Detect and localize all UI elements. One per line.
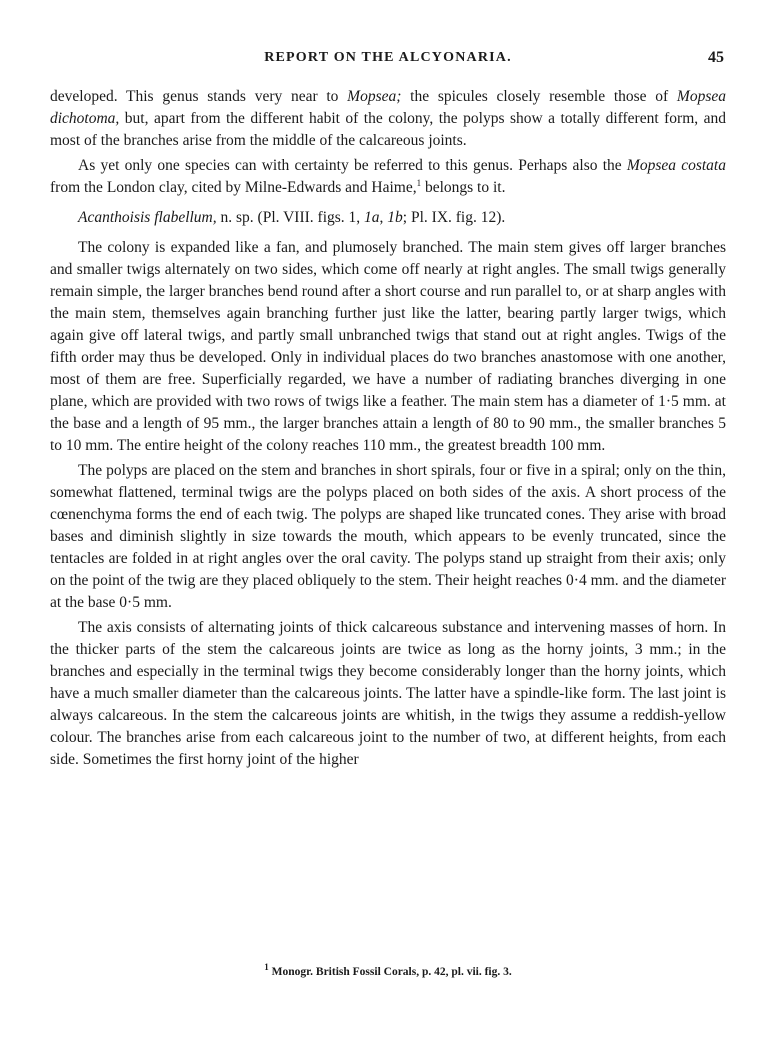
running-title: REPORT ON THE ALCYONARIA. xyxy=(264,50,512,65)
taxon-name: Mopsea dichotoma, xyxy=(50,88,726,127)
footnote-marker: 1 xyxy=(264,962,269,973)
species-heading: Acanthoisis flabellum, n. sp. (Pl. VIII. figs. 1, 1a, 1b; Pl. IX. fig. 12). xyxy=(78,209,506,226)
footnote-reference: 1 xyxy=(416,177,422,188)
running-header xyxy=(50,50,726,70)
page-number: 45 xyxy=(708,49,724,66)
body-text xyxy=(50,86,726,774)
species-name: Acanthoisis flabellum, xyxy=(78,209,217,226)
taxon-name: Mopsea costata xyxy=(626,157,726,174)
footnote: $^1$ Monogr. British Fossil Corals, p. 42, pl. vii. fig. 3. xyxy=(264,962,512,978)
paragraph-axis-description: The axis consists of alternating joints of thick calcareous substance and intervening masses of horn. In the thicker parts of the stem the calcareous joints are twice as long as the horny joints, 3 mm.; in the branches and especially in the terminal twigs they become considerably longer than the horny joints, which have a much smaller diameter than the calcareous joints. The latter have a spindle-like form. The last joint is always calcareous. In the stem the calcareous joints are whitish, in the twigs they assume a reddish-yellow colour. The branches arise from each calcareous joint to the number of two, at different heights, from each side. Sometimes the first horny joint of the higher xyxy=(50,619,726,768)
paragraph-colony-description: The colony is expanded like a fan, and plumosely branched. The main stem gives off larger branches and smaller twigs alternately on two sides, which come off nearly at right angles. The small twigs generally remain simple, the larger branches bend round after a short course and run parallel to, or at sharp angles with the main stem, themselves again branching further just like the latter, bearing partly larger twigs, which again give off lateral twigs, and partly small unbranched twigs that stand out at right angles. Twigs of the fifth order may thus be developed. Only in individual places do two branches anastomose with one another, most of them are free. Superficially regarded, we have a number of radiating branches diverging in one plane, which are provided with two rows of twigs like a feather. The main stem has a diameter of 1·5 mm. at the base and a length of 95 mm., the larger branches attain a length of 80 to 90 mm., the smaller branches 5 to 10 mm. The entire height of the colony reaches 110 mm., the greatest breadth 100 mm. xyxy=(50,239,726,454)
paragraph-species-reference: As yet only one species can with certainty be referred to this genus. Perhaps also the Mopsea costata from the London clay, cited by Milne-Edwards and Haime,$^1$ belongs to it. xyxy=(50,157,726,196)
document-page xyxy=(50,0,726,1050)
taxon-name: Mopsea; xyxy=(347,88,402,105)
paragraph-genus-comparison: developed. This genus stands very near to Mopsea; the spicules closely resemble those of Mopsea dichotoma, but, apart from the different habit of the colony, the polyps show a totally different form, and most of the branches arise from the middle of the calcareous joints. xyxy=(50,88,726,149)
paragraph-polyps-description: The polyps are placed on the stem and branches in short spirals, four or five in a spiral; only on the thin, somewhat flattened, terminal twigs are the polyps placed on both sides of the axis. A short process of the cœnenchyma forms the end of each twig. The polyps are shaped like truncated cones. They arise with broad bases and diminish slightly in size towards the mouth, which appears to be evenly truncated, since the tentacles are folded in at right angles over the oral cavity. The polyps stand up straight from their axis; only on the point of the twig are they placed obliquely to the stem. Their height reaches 0·4 mm. and the diameter at the base 0·5 mm. xyxy=(50,462,726,611)
